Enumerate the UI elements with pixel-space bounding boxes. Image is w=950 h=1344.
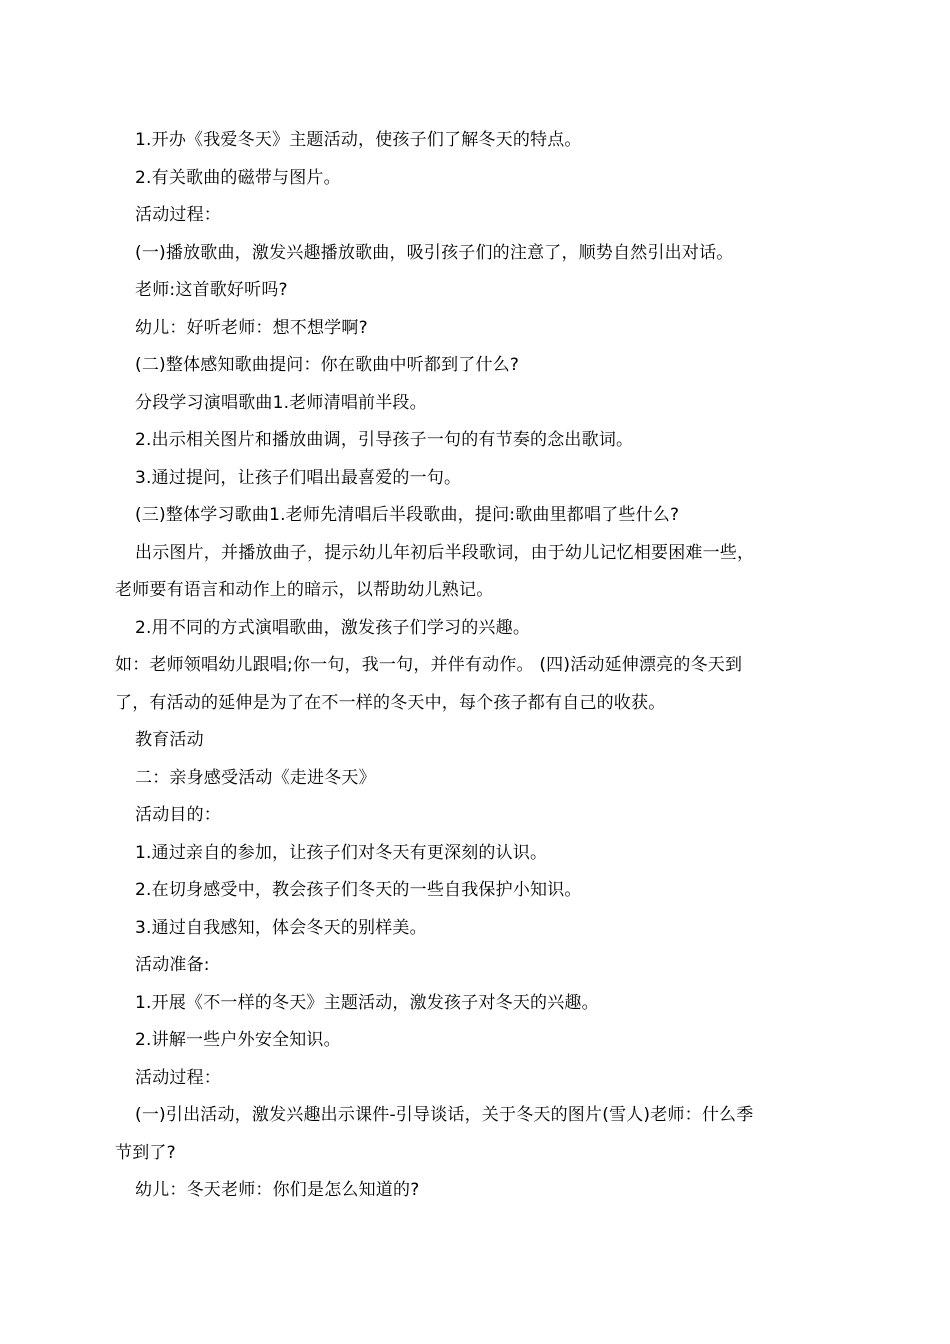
text-line: 1.开办《我爱冬天》主题活动，使孩子们了解冬天的特点。: [135, 130, 582, 150]
text-line: (二)整体感知歌曲提问：你在歌曲中听都到了什么?: [135, 355, 520, 375]
text-line: 3.通过自我感知，体会冬天的别样美。: [135, 917, 427, 938]
text-line: 1.通过亲自的参加，让孩子们对冬天有更深刻的认识。: [135, 842, 548, 863]
section-heading: 教育活动: [135, 730, 204, 750]
text-line: 了，有活动的延伸是为了在不一样的冬天中，每个孩子都有自己的收获。: [115, 692, 666, 713]
section-heading: 活动过程：: [135, 205, 221, 225]
section-heading: 二：亲身感受活动《走进冬天》: [135, 767, 376, 788]
section-heading: 活动过程：: [135, 1067, 221, 1088]
text-line: 老师要有语言和动作上的暗示，以帮助幼儿熟记。: [115, 580, 494, 600]
section-heading: 活动准备:: [135, 955, 210, 975]
text-line: 2.出示相关图片和播放曲调，引导孩子一句的有节奏的念出歌词。: [135, 430, 634, 450]
text-line: 3.通过提问，让孩子们唱出最喜爱的一句。: [135, 467, 462, 488]
text-line: 分段学习演唱歌曲1.老师清唱前半段。: [135, 392, 427, 413]
text-line: (一)播放歌曲，激发兴趣播放歌曲，吸引孩子们的注意了，顺势自然引出对话。: [135, 242, 734, 263]
text-line: 1.开展《不一样的冬天》主题活动，激发孩子对冬天的兴趣。: [135, 992, 599, 1013]
section-heading: 活动目的：: [135, 805, 221, 825]
document-body: [115, 122, 840, 1210]
text-line: (一)引出活动，激发兴趣出示课件-引导谈话，关于冬天的图片(雪人)老师：什么季: [135, 1105, 754, 1125]
text-line: 2.有关歌曲的磁带与图片。: [135, 167, 341, 188]
text-line: (三)整体学习歌曲1.老师先清唱后半段歌曲，提问:歌曲里都唱了些什么?: [135, 505, 680, 525]
text-line: 2.讲解一些户外安全知识。: [135, 1030, 341, 1050]
text-line: 2.在切身感受中，教会孩子们冬天的一些自我保护小知识。: [135, 880, 582, 900]
text-line: 出示图片，并播放曲子，提示幼儿年初后半段歌词，由于幼儿记忆相要困难一些，: [135, 542, 755, 563]
text-line: 幼儿：好听老师：想不想学啊?: [135, 317, 368, 338]
text-line: 节到了?: [115, 1142, 176, 1163]
text-line: 老师:这首歌好听吗?: [135, 280, 288, 300]
text-line: 如：老师领唱幼儿跟唱;你一句，我一句，并伴有动作。 (四)活动延伸漂亮的冬天到: [115, 655, 743, 675]
text-line: 2.用不同的方式演唱歌曲，激发孩子们学习的兴趣。: [135, 617, 531, 638]
text-line: 幼儿：冬天老师：你们是怎么知道的?: [135, 1180, 420, 1200]
